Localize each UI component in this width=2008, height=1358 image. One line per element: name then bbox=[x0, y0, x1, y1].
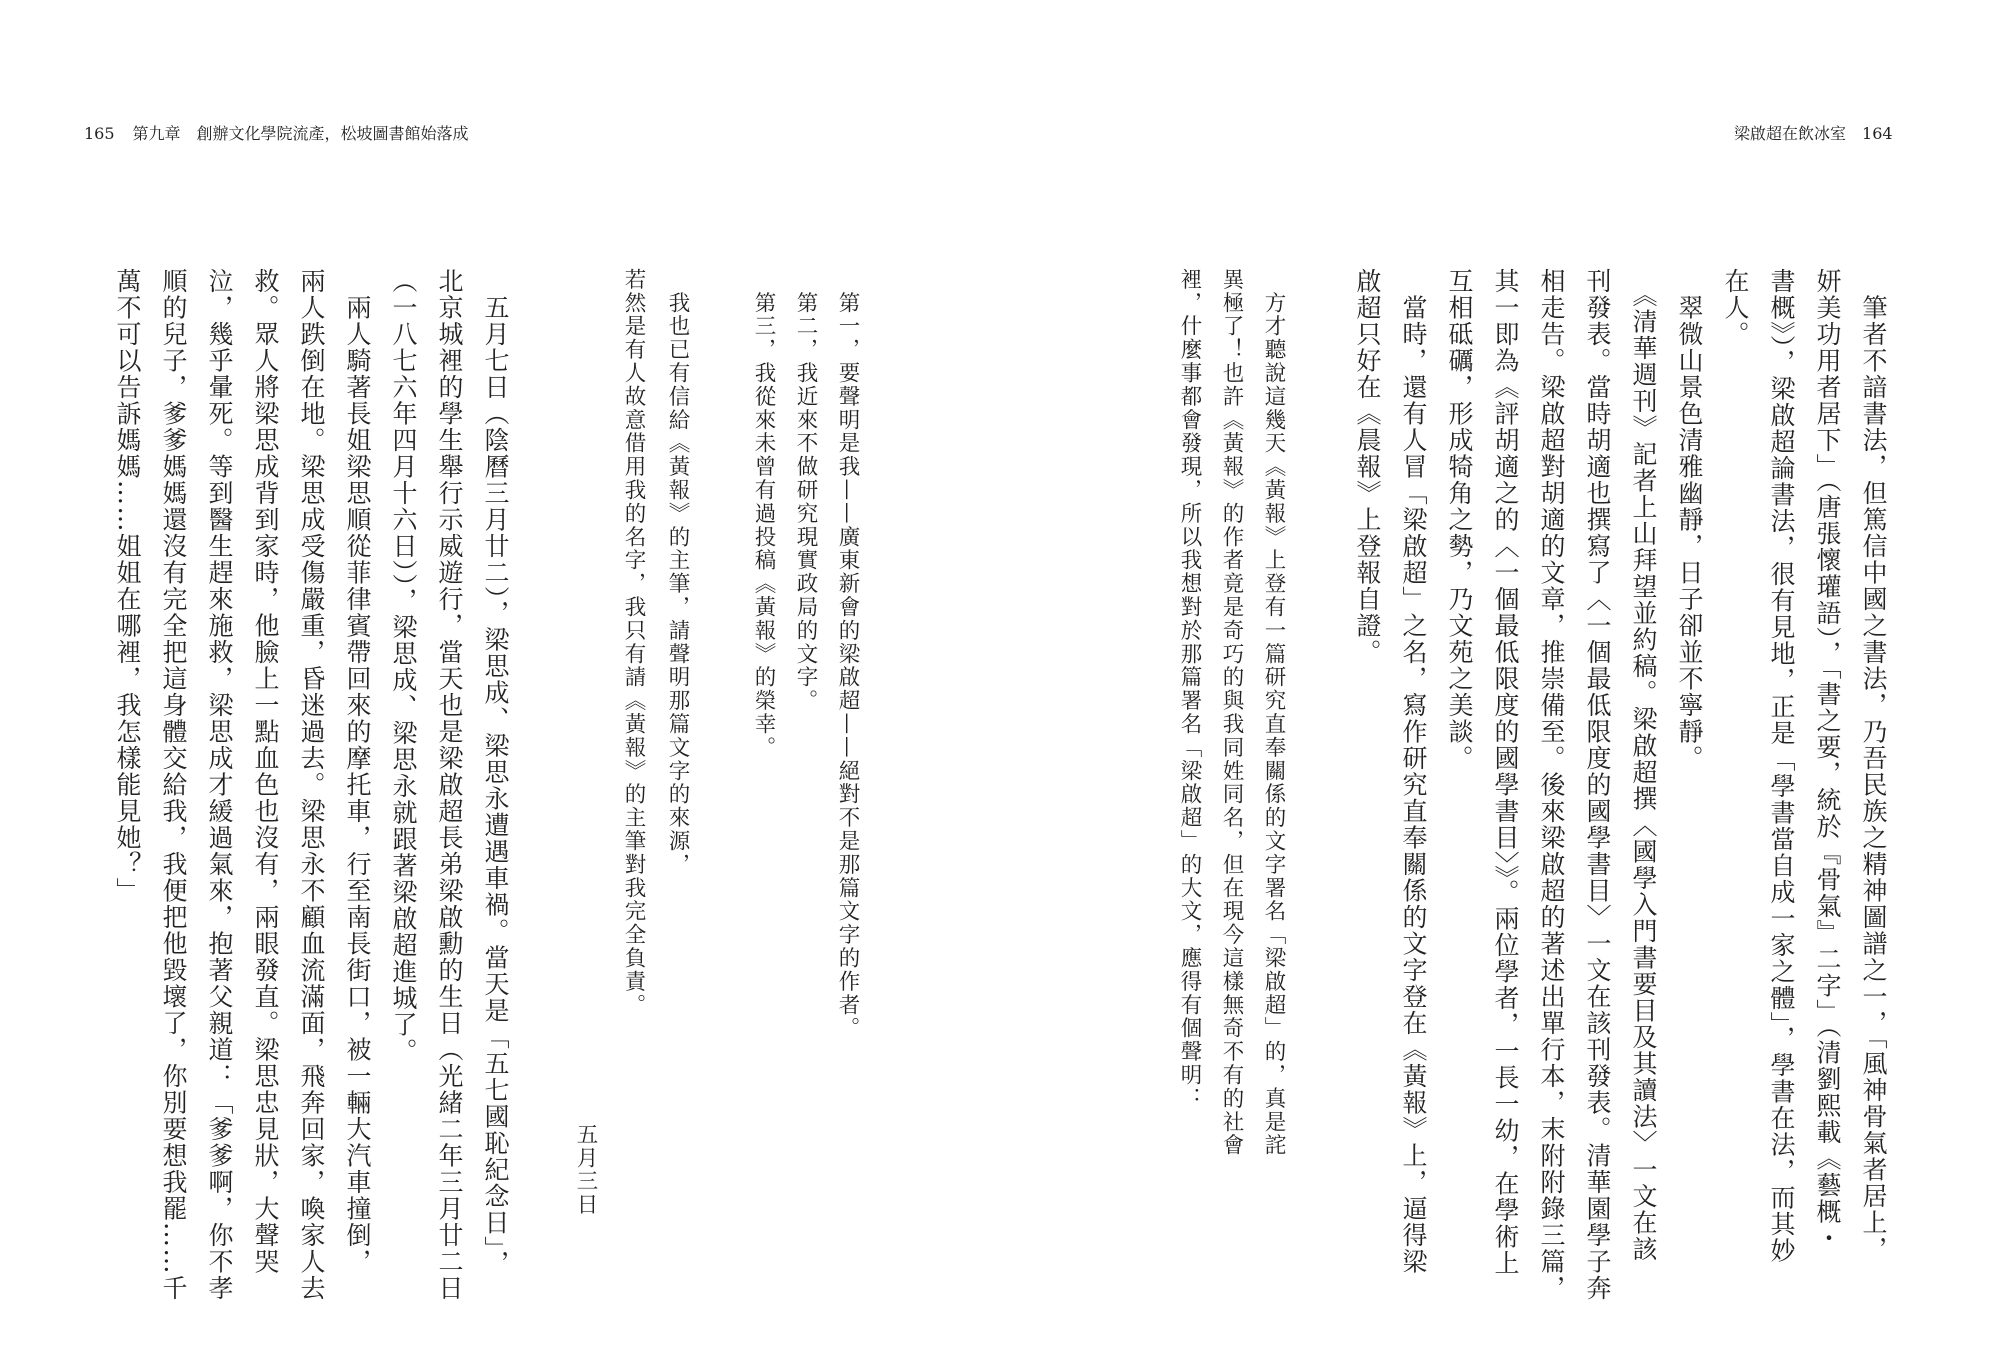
text-line: 兩人跌倒在地。梁思成受傷嚴重，昏迷過去。梁思永不顧血流滿面，飛奔回家，喚家人去 bbox=[297, 268, 326, 1302]
running-head-right bbox=[1734, 122, 1893, 146]
running-head-left bbox=[84, 122, 469, 146]
text-line: 救。眾人將梁思成背到家時，他臉上一點血色也沒有，兩眼發直。梁思忠見狀，大聲哭 bbox=[251, 268, 280, 1275]
text-line: 兩人騎著長姐梁思順從菲律賓帶回來的摩托車，行至南長街口，被一輛大汽車撞倒， bbox=[343, 268, 372, 1275]
quote-line: 裡，什麼事都會發現，所以我想對於那篇署名「梁啟超」的大文，應得有個聲明： bbox=[1177, 268, 1202, 1111]
page-number-right: 164 bbox=[1862, 124, 1893, 143]
text-line: 當時，還有人冒「梁啟超」之名，寫作研究直奉關係的文字登在《黃報》上，逼得梁 bbox=[1399, 268, 1428, 1275]
text-line: 互相砥礪，形成犄角之勢，乃文苑之美談。 bbox=[1445, 268, 1474, 772]
text-line: 筆者不諳書法，但篤信中國之書法，乃吾民族之精神圖譜之一，「風神骨氣者居上， bbox=[1859, 268, 1888, 1263]
text-line: 五月七日（陰曆三月廿二），梁思成、梁思永遭遇車禍。當天是「五七國恥紀念日」， bbox=[481, 268, 510, 1277]
text-line: 其一即為《評胡適之的〈一個最低限度的國學書目〉》。兩位學者，一長一幼，在學術上 bbox=[1491, 268, 1520, 1277]
quote-line: 第一，要聲明是我——廣東新會的梁啟超——絕對不是那篇文字的作者。 bbox=[835, 268, 860, 1041]
quote-line: 第三，我從來未曾有過投稿《黃報》的榮幸。 bbox=[751, 268, 776, 760]
text-line: （一八七六年四月十六日）），梁思成、梁思永就跟著梁啟超進城了。 bbox=[389, 268, 418, 1065]
section-title: 梁啟超在飲冰室 bbox=[1734, 124, 1847, 143]
text-line: 啟超只好在《晨報》上登報自證。 bbox=[1353, 268, 1382, 666]
page-number-left: 165 bbox=[84, 124, 115, 143]
quote-line: 異極了！也許《黃報》的作者竟是奇巧的與我同姓同名，但在現今這樣無奇不有的社會 bbox=[1219, 268, 1244, 1158]
quote-line: 方才聽說這幾天《黃報》上登有一篇研究直奉關係的文字署名「梁啟超」的，真是詫 bbox=[1261, 268, 1286, 1158]
quote-line: 我也已有信給《黃報》的主筆，請聲明那篇文字的來源， bbox=[665, 268, 690, 877]
text-line: 相走告。梁啟超對胡適的文章，推崇備至。後來梁啟超的著述出單行本，末附附錄三篇， bbox=[1537, 268, 1566, 1302]
text-line: 順的兒子，爹爹媽媽還沒有完全把這身體交給我，我便把他毀壞了，你別要想我罷……千 bbox=[159, 268, 188, 1302]
text-line: 翠微山景色清雅幽靜，日子卻並不寧靜。 bbox=[1675, 268, 1704, 772]
text-line: 萬不可以告訴媽媽……姐姐在哪裡，我怎樣能見她？」 bbox=[113, 268, 142, 904]
text-line: 《清華週刊》記者上山拜望並約稿。梁啟超撰〈國學入門書要目及其讀法〉一文在該 bbox=[1629, 268, 1658, 1263]
quote-date: 五月三日 bbox=[573, 1123, 598, 1217]
text-line: 在人。 bbox=[1721, 268, 1750, 348]
chapter-title: 第九章 創辦文化學院流產，松坡圖書館始落成 bbox=[132, 124, 469, 143]
text-line: 妍美功用者居下」（唐張懷瓘語），「書之要，統於『骨氣』二字」（清劉熙載《藝概・ bbox=[1813, 268, 1842, 1252]
text-line: 刊發表。當時胡適也撰寫了〈一個最低限度的國學書目〉一文在該刊發表。清華園學子奔 bbox=[1583, 268, 1612, 1302]
quote-line: 第二，我近來不做研究現實政局的文字。 bbox=[793, 268, 818, 713]
quote-line: 若然是有人故意借用我的名字，我只有請《黃報》的主筆對我完全負責。 bbox=[621, 268, 646, 1017]
text-line: 泣，幾乎暈死。等到醫生趕來施救，梁思成才緩過氣來，抱著父親道：「爹爹啊，你不孝 bbox=[205, 268, 234, 1302]
text-line: 北京城裡的學生舉行示威遊行，當天也是梁啟超長弟梁啟勳的生日（光緒二年三月廿二日 bbox=[435, 268, 464, 1302]
text-line: 書概》），梁啟超論書法，很有見地，正是「學書當自成一家之體」，學書在法，而其妙 bbox=[1767, 268, 1796, 1264]
